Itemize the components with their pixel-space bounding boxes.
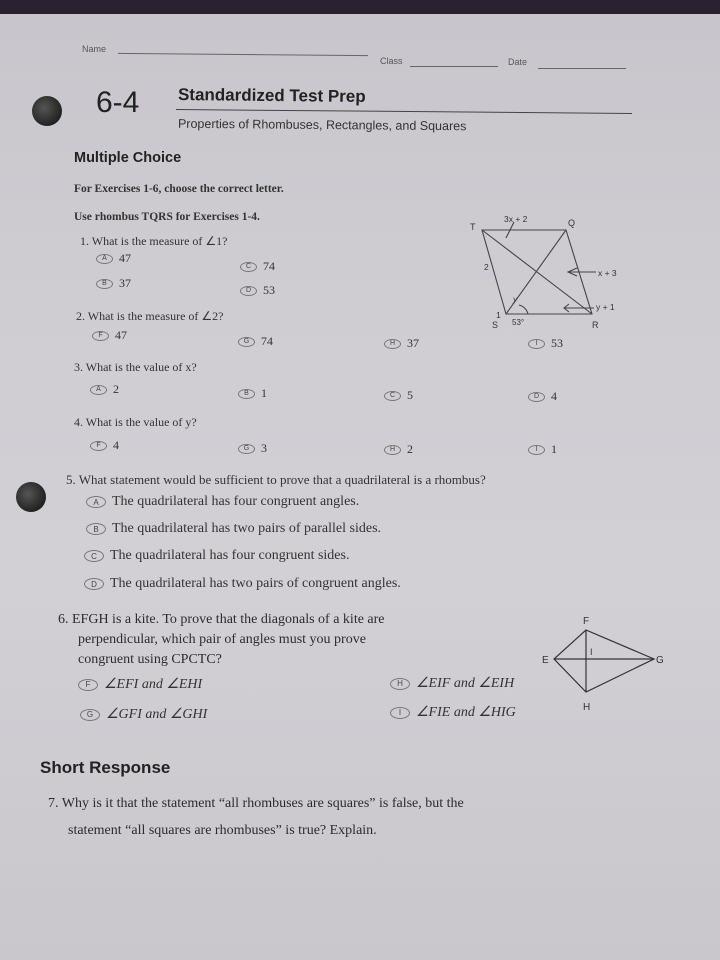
class-field[interactable] [410, 66, 498, 67]
angle-label-2: 2 [484, 262, 489, 272]
rhombus-figure [464, 210, 634, 350]
answer-bubble[interactable]: I [528, 339, 545, 349]
q2-option-h[interactable] [384, 336, 419, 351]
q1-option-a[interactable] [96, 251, 131, 266]
question-6 [58, 610, 385, 670]
option-text: 4 [113, 438, 119, 452]
q3-option-a[interactable] [90, 382, 119, 397]
name-label: Name [82, 44, 107, 54]
angle-label-y: y [513, 294, 518, 304]
q4-option-h[interactable] [384, 442, 413, 457]
answer-bubble[interactable]: C [384, 391, 401, 401]
answer-bubble[interactable]: B [238, 389, 255, 399]
answer-bubble[interactable]: C [84, 550, 104, 562]
instruction: For Exercises 1-6, choose the correct letter. [74, 183, 284, 195]
option-text: 74 [261, 334, 273, 348]
vertex-label-g: G [656, 655, 664, 666]
question-6-line: 6. EFGH is a kite. To prove that the diagonals of a kite are [58, 612, 385, 627]
q3-option-d[interactable] [528, 389, 557, 404]
side-label-right-lower: y + 1 [596, 302, 615, 312]
answer-bubble[interactable]: F [78, 679, 98, 691]
vertex-label-t: T [470, 222, 476, 232]
option-text: The quadrilateral has two pairs of congruent angles. [110, 576, 401, 591]
date-field[interactable] [538, 68, 626, 69]
q5-option-c[interactable] [84, 548, 349, 564]
answer-bubble[interactable]: F [92, 331, 109, 341]
q1-option-d[interactable] [240, 283, 275, 298]
section-heading-multiple-choice: Multiple Choice [74, 150, 182, 166]
option-text: ∠FIE and ∠HIG [416, 705, 516, 720]
q4-option-g[interactable] [238, 441, 267, 456]
answer-bubble[interactable]: C [240, 262, 257, 272]
vertex-label-e: E [542, 655, 549, 666]
question-6-line: perpendicular, which pair of angles must you prove [78, 632, 366, 647]
answer-bubble[interactable]: D [240, 286, 257, 296]
option-text: 5 [407, 388, 413, 402]
angle-arc [519, 305, 528, 314]
option-text: 1 [551, 442, 557, 456]
answer-bubble[interactable]: D [528, 392, 545, 402]
side-label-right-upper: x + 3 [598, 268, 617, 278]
q1-option-b[interactable] [96, 276, 131, 291]
page-title: Standardized Test Prep [177, 85, 366, 106]
question-2: 2. What is the measure of ∠2? [76, 309, 224, 323]
kite-outline [554, 630, 654, 692]
side-label-top: 3x + 2 [504, 214, 528, 224]
center-label-i: I [590, 647, 593, 657]
q5-option-a[interactable] [86, 494, 359, 510]
vertex-label-q: Q [568, 218, 576, 228]
q1-option-c[interactable] [240, 259, 275, 274]
answer-bubble[interactable]: G [80, 709, 100, 721]
vertex-label-h: H [583, 702, 591, 713]
question-1: 1. What is the measure of ∠1? [80, 234, 228, 248]
answer-bubble[interactable]: H [384, 445, 401, 455]
q6-option-h[interactable] [390, 675, 514, 692]
option-text: ∠GFI and ∠GHI [106, 707, 208, 722]
name-field[interactable] [118, 53, 368, 56]
answer-bubble[interactable]: G [238, 337, 255, 347]
worksheet-page [0, 14, 720, 960]
answer-bubble[interactable]: F [90, 441, 107, 451]
answer-bubble[interactable]: H [390, 678, 410, 690]
q2-option-f[interactable] [92, 328, 127, 343]
answer-bubble[interactable]: B [96, 279, 113, 289]
vertex-label-s: S [492, 320, 499, 330]
option-text: 2 [113, 382, 119, 396]
vertex-label-f: F [583, 616, 590, 627]
q6-option-g[interactable] [80, 706, 207, 723]
binder-hole-bottom [16, 482, 46, 512]
q6-option-i[interactable] [390, 704, 516, 721]
page-subtitle: Properties of Rhombuses, Rectangles, and Squares [177, 116, 467, 134]
question-3: 3. What is the value of x? [74, 360, 197, 374]
date-label: Date [508, 57, 528, 67]
question-5: 5. What statement would be sufficient to prove that a quadrilateral is a rhombus? [66, 472, 486, 487]
q5-option-b[interactable] [86, 521, 381, 537]
option-text: ∠EFI and ∠EHI [104, 677, 203, 692]
background-edge [0, 0, 720, 14]
answer-bubble[interactable]: G [238, 444, 255, 454]
option-text: 47 [119, 251, 131, 265]
answer-bubble[interactable]: A [96, 254, 113, 264]
option-text: 53 [551, 336, 563, 350]
section-heading-short-response: Short Response [40, 758, 171, 777]
answer-bubble[interactable]: H [384, 339, 401, 349]
option-text: 3 [261, 441, 267, 455]
lesson-number: 6-4 [96, 86, 140, 119]
option-text: 37 [119, 276, 131, 290]
kite-figure [536, 612, 676, 718]
sub-instruction: Use rhombus TQRS for Exercises 1-4. [74, 211, 260, 223]
question-4: 4. What is the value of y? [74, 415, 197, 429]
answer-bubble[interactable]: I [528, 445, 545, 455]
answer-bubble[interactable]: D [84, 578, 104, 590]
q4-option-f[interactable] [90, 438, 119, 453]
question-7 [48, 790, 464, 844]
angle-value-label: 53° [512, 318, 525, 327]
option-text: The quadrilateral has two pairs of parallel sides. [112, 521, 382, 536]
q5-option-d[interactable] [84, 576, 401, 592]
q2-option-g[interactable] [238, 334, 273, 349]
option-text: ∠EIF and ∠EIH [416, 676, 515, 691]
answer-bubble[interactable]: B [86, 523, 106, 535]
question-7-line: 7. Why is it that the statement “all rhombuses are squares” is false, but the [48, 796, 464, 811]
option-text: The quadrilateral has four congruent angles. [112, 494, 360, 509]
angle-label-1: 1 [496, 310, 501, 320]
binder-hole-top [32, 96, 62, 126]
class-label: Class [380, 56, 403, 66]
q6-option-f[interactable] [78, 676, 202, 693]
option-text: 4 [551, 389, 557, 403]
q3-option-c[interactable] [384, 388, 413, 403]
option-text: 2 [407, 442, 413, 456]
option-text: 47 [115, 328, 127, 342]
option-text: 37 [407, 336, 419, 350]
title-rule [176, 109, 632, 114]
answer-bubble[interactable]: A [90, 385, 107, 395]
option-text: 53 [263, 283, 275, 297]
vertex-label-r: R [592, 320, 599, 330]
q4-option-i[interactable] [528, 442, 557, 457]
option-text: 74 [263, 259, 275, 273]
option-text: 1 [261, 386, 267, 400]
q3-option-b[interactable] [238, 386, 267, 401]
answer-bubble[interactable]: I [390, 707, 410, 719]
question-6-line: congruent using CPCTC? [78, 652, 222, 667]
question-7-line: statement “all squares are rhombuses” is true? Explain. [68, 823, 377, 838]
answer-bubble[interactable]: A [86, 496, 106, 508]
option-text: The quadrilateral has four congruent sides. [110, 548, 350, 563]
